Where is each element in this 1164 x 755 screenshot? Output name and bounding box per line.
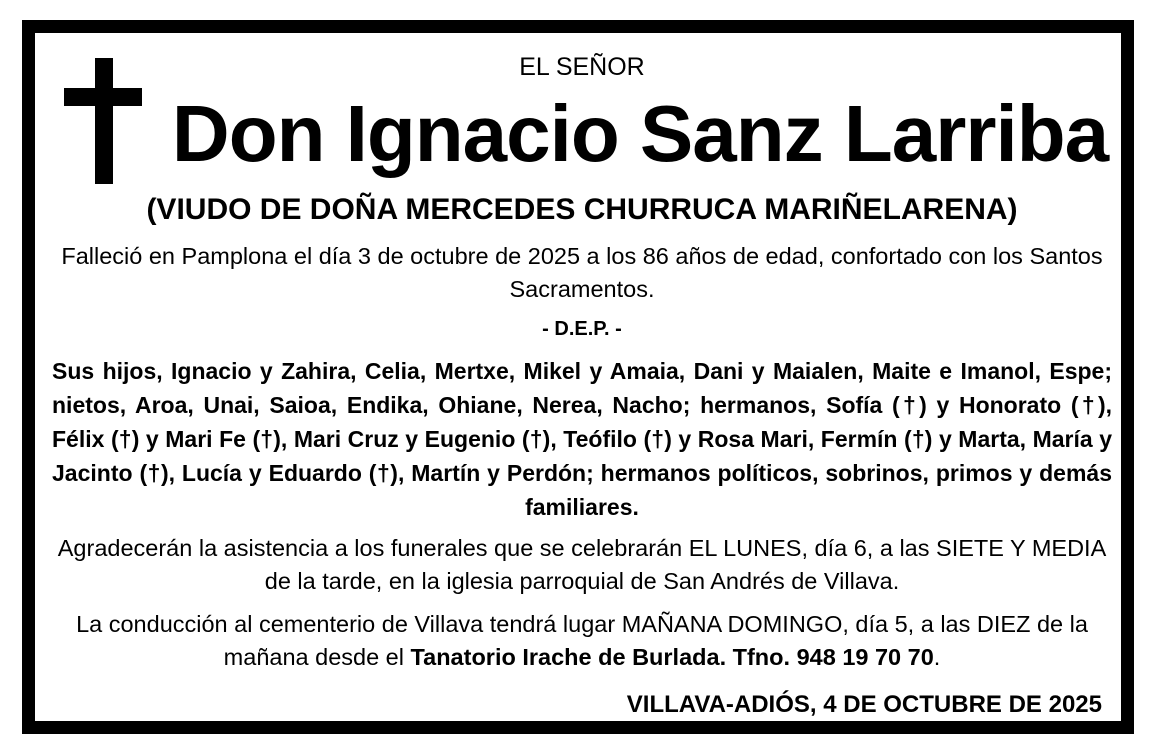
burial-text: La conducción al cementerio de Villava tendrá lugar MAÑANA DOMINGO, día 5, a las DIEZ de la mañana desde el [76, 611, 1088, 670]
place-date-footer: VILLAVA-ADIÓS, 4 DE OCTUBRE DE 2025 [626, 691, 1102, 718]
funeral-home-info: Tanatorio Irache de Burlada. Tfno. 948 19 70 70 [410, 644, 934, 670]
burial-paragraph [50, 608, 1114, 674]
title-prefix: EL SEÑOR [519, 53, 645, 81]
burial-text-end: . [933, 644, 941, 670]
deceased-name: Don Ignacio Sanz Larriba [171, 89, 1109, 178]
funeral-paragraph: Agradecerán la asistencia a los funerales que se celebrarán EL LUNES, día 6, a las SIETE Y MEDIA de la tarde, en la iglesia parroquial de San Andrés de Villava. [57, 535, 1107, 594]
family-paragraph: Sus hijos, Ignacio y Zahira, Celia, Mertxe, Mikel y Amaia, Dani y Maialen, Maite e Imanol, Espe; nietos, Aroa, Unai, Saioa, Endika, Ohiane, Nerea, Nacho; hermanos, Sofía (†) y Honorato (†), Félix (†) y Mari Fe (†), Mari Cruz y Eugenio (†), Teófilo (†) y Rosa Mari, Fermín (†) y Marta, María y Jacinto (†), Lucía y Eduardo (†), Martín y Perdón; hermanos políticos, sobrinos, primos y demás familiares. [52, 358, 1112, 520]
cross-icon-horizontal [64, 88, 142, 106]
widow-line: (VIUDO DE DOÑA MERCEDES CHURRUCA MARIÑELARENA) [146, 193, 1018, 226]
death-paragraph: Falleció en Pamplona el día 3 de octubre de 2025 a los 86 años de edad, confortado con los Santos Sacramentos. [61, 243, 1103, 302]
rip-line: - D.E.P. - [542, 318, 622, 340]
